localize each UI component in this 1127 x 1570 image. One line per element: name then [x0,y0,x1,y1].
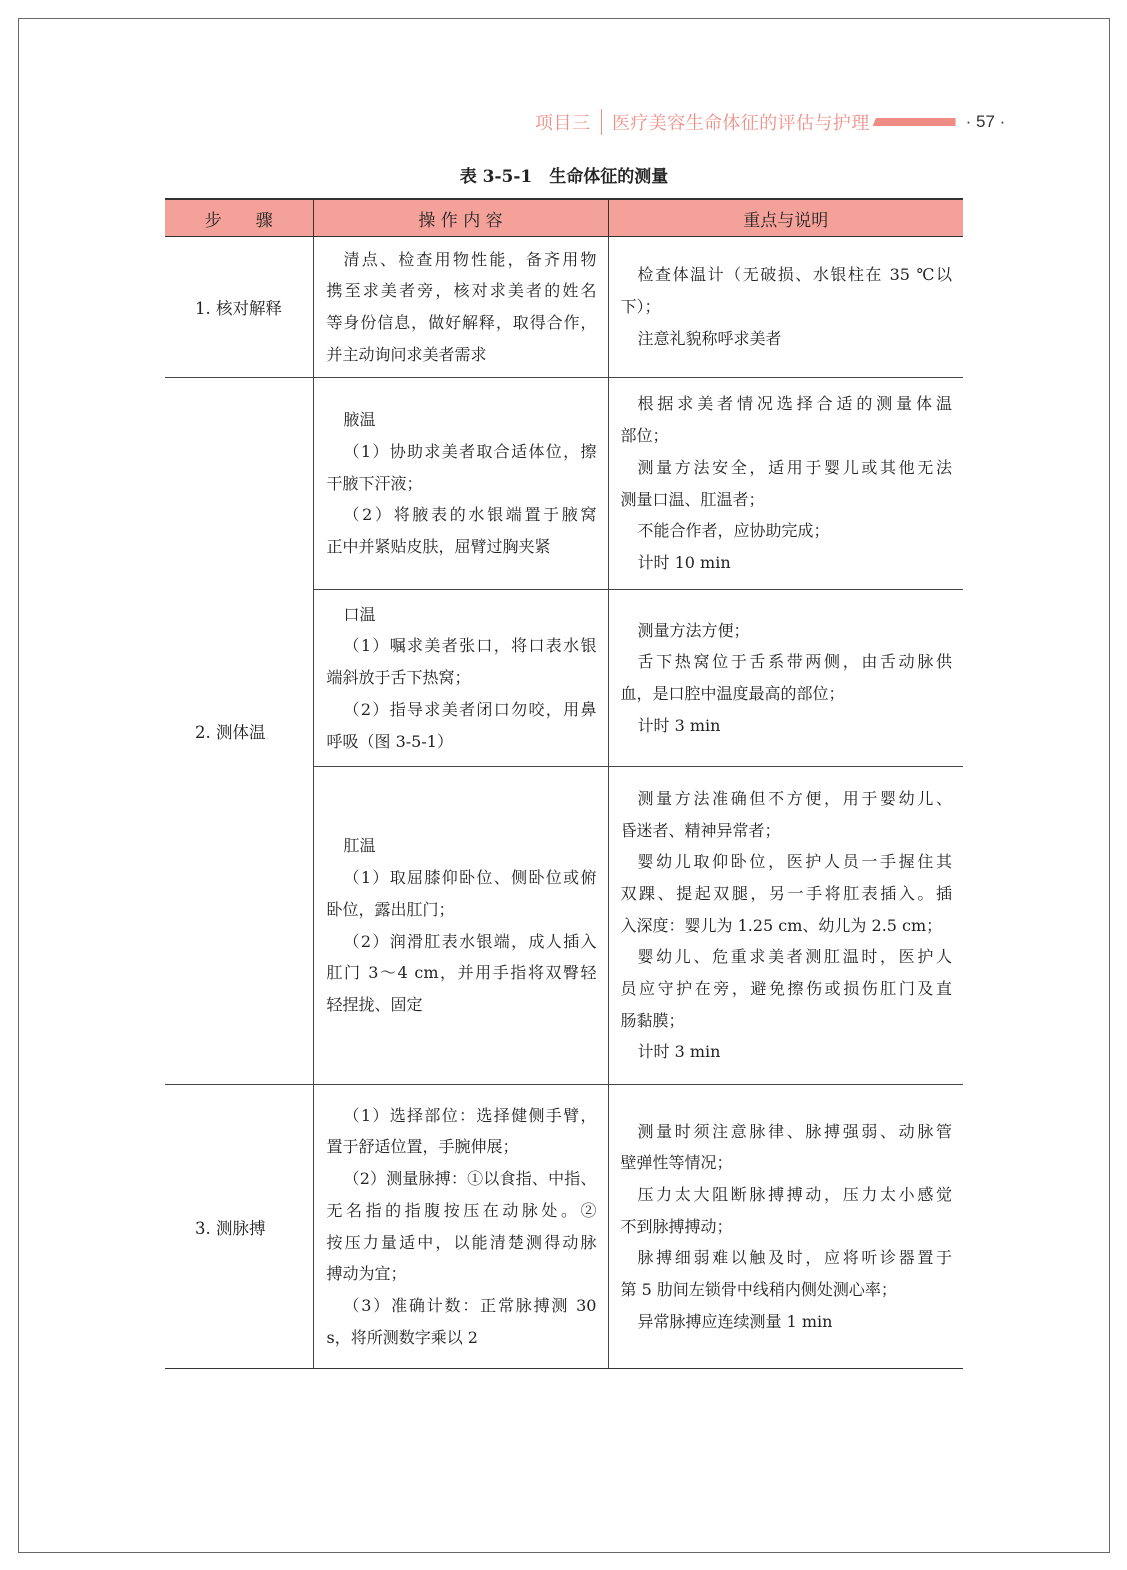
paragraph [621,452,953,515]
header-decoration-bar [873,118,956,126]
paragraph [327,499,597,562]
text-line: 清点、检查用物性能，备齐用物 [343,249,597,269]
text-line: （2）润滑肛表水银端，成人插入 [343,931,597,951]
text-line: 测量方法准确但不方便，用于婴幼儿、 [637,788,952,808]
table-row [165,1085,963,1369]
text-line: 婴幼儿、危重求美者测肛温时，医护人 [637,947,952,967]
text-line: 携至求美者旁，核对求美者的姓名 [326,281,597,301]
operation-content-cell [313,1085,608,1369]
text-line: 员应守护在旁，避免擦伤或损伤肛门及直 [620,979,952,999]
paragraph [621,1242,953,1305]
paragraph [621,259,953,322]
paragraph [327,599,597,631]
text-line: （1）选择部位：选择健侧手臂， [343,1105,597,1125]
table-row [165,237,963,378]
key-points-cell [608,1085,963,1369]
step-cell: 3. 测脉搏 [165,1085,313,1369]
paragraph [621,323,953,355]
paragraph [621,615,953,647]
paragraph [327,694,597,757]
text-line: 等身份信息，做好解释，取得合作， [326,313,597,332]
paragraph [621,388,953,451]
paragraph [327,436,597,499]
text-line: （1）取屈膝仰卧位、侧卧位或俯 [343,868,597,888]
text-line: 测量口温、肛温者； [620,489,765,509]
paragraph [327,830,597,862]
column-header-notes: 重点与说明 [608,199,963,237]
text-line: 舌下热窝位于舌系带两侧，由舌动脉供 [637,652,952,672]
paragraph [327,926,597,1021]
text-line: 轻捏拢、固定 [326,994,423,1014]
text-line: 端斜放于舌下热窝； [326,668,471,688]
text-line: 双踝、提起双腿，另一手将肛表插入。插 [620,883,952,903]
paragraph [621,1179,953,1242]
text-line: s，将所测数字乘以 2 [326,1327,478,1347]
text-line: （2）将腋表的水银端置于腋窝 [343,505,597,525]
text-line: 肛温 [343,836,376,856]
header-separator [601,109,603,135]
text-line: 下）； [620,297,661,317]
text-line: 测量方法方便； [637,620,750,640]
paragraph [327,862,597,925]
text-line: 根据求美者情况选择合适的测量体温 [637,394,952,414]
text-line: （1）协助求美者取合适体位，擦 [343,441,597,461]
paragraph [621,846,953,941]
paragraph [621,1306,953,1338]
text-line: 无名指的指腹按压在动脉处。② [326,1200,597,1220]
text-line: 肠黏膜； [620,1010,685,1030]
key-points-cell [608,767,963,1085]
paragraph [327,630,597,693]
paragraph [621,1036,953,1068]
text-line: 不到脉搏搏动； [620,1216,733,1236]
text-line: 测量方法安全，适用于婴儿或其他无法 [637,457,952,477]
step-cell: 1. 核对解释 [165,237,313,378]
paragraph [327,1290,597,1353]
paragraph [327,1100,597,1163]
text-line: 血，是口腔中温度最高的部位； [620,684,845,703]
text-line: 计时 10 min [637,552,731,572]
text-line: 正中并紧贴皮肤，屈臂过胸夹紧 [326,537,551,557]
paragraph [327,1163,597,1290]
text-line: 入深度：婴儿为 1.25 cm、幼儿为 2.5 cm； [620,915,943,935]
text-line: 呼吸（图 3-5-1） [326,731,453,751]
step-cell: 2. 测体温 [165,378,313,1085]
column-header-content: 操 作 内 容 [313,199,608,237]
vital-signs-table [165,198,963,1369]
table-body [165,237,963,1369]
paragraph [327,244,597,371]
section-title: 医疗美容生命体征的评估与护理 [612,113,870,134]
text-line: 腋温 [343,410,376,430]
text-line: 肛门 3～4 cm，并用手指将双臀轻 [326,963,597,983]
text-line: （3）准确计数：正常脉搏测 30 [343,1295,597,1315]
paragraph [621,515,953,547]
text-line: 按压力量适中，以能清楚测得动脉 [326,1232,597,1252]
text-line: 部位； [620,426,669,446]
table-caption: 表 3-5-1 生命体征的测量 [459,167,669,187]
text-line: 检查体温计（无破损、水银柱在 35 ℃以 [637,265,952,285]
running-head [535,108,1005,136]
paragraph [621,646,953,709]
text-line: 计时 3 min [637,1042,721,1062]
paragraph [621,1116,953,1179]
paragraph [621,710,953,742]
text-line: 计时 3 min [637,715,721,735]
page-number: · 57 · [965,112,1006,131]
column-header-step: 步 骤 [165,199,313,237]
operation-content-cell [313,590,608,767]
paragraph [621,941,953,1036]
text-line: 脉搏细弱难以触及时，应将听诊器置于 [637,1248,952,1268]
paragraph [621,783,953,846]
text-line: 壁弹性等情况； [620,1153,733,1173]
key-points-cell [608,378,963,590]
operation-content-cell [313,378,608,590]
text-line: 干腋下汗液； [326,473,423,493]
text-line: 不能合作者，应协助完成； [637,521,830,541]
operation-content-cell [313,237,608,378]
key-points-cell [608,590,963,767]
text-line: 异常脉搏应连续测量 1 min [637,1311,833,1331]
text-line: 压力太大阻断脉搏搏动，压力太小感觉 [637,1184,952,1204]
text-line: 第 5 肋间左锁骨中线稍内侧处测心率； [620,1280,897,1300]
text-line: 昏迷者、精神异常者； [620,820,781,840]
text-line: 测量时须注意脉律、脉搏强弱、动脉管 [637,1121,952,1141]
text-line: 婴幼儿取仰卧位，医护人员一手握住其 [637,852,952,872]
text-line: 注意礼貌称呼求美者 [637,328,782,348]
text-line: （1）嘱求美者张口，将口表水银 [343,636,597,656]
text-line: 口温 [343,604,376,624]
text-line: 搏动为宜； [326,1264,407,1284]
chapter-label: 项目三 [535,113,591,134]
text-line: 置于舒适位置，手腕伸展； [326,1137,519,1157]
paragraph [621,547,953,579]
table-row [165,378,963,590]
operation-content-cell [313,767,608,1085]
table-header-row [165,199,963,237]
text-line: （2）指导求美者闭口勿咬，用鼻 [343,699,597,719]
text-line: （2）测量脉搏：①以食指、中指、 [343,1169,597,1189]
key-points-cell [608,237,963,378]
text-line: 并主动询问求美者需求 [326,344,487,364]
paragraph [327,404,597,436]
text-line: 卧位，露出肛门； [326,899,455,919]
